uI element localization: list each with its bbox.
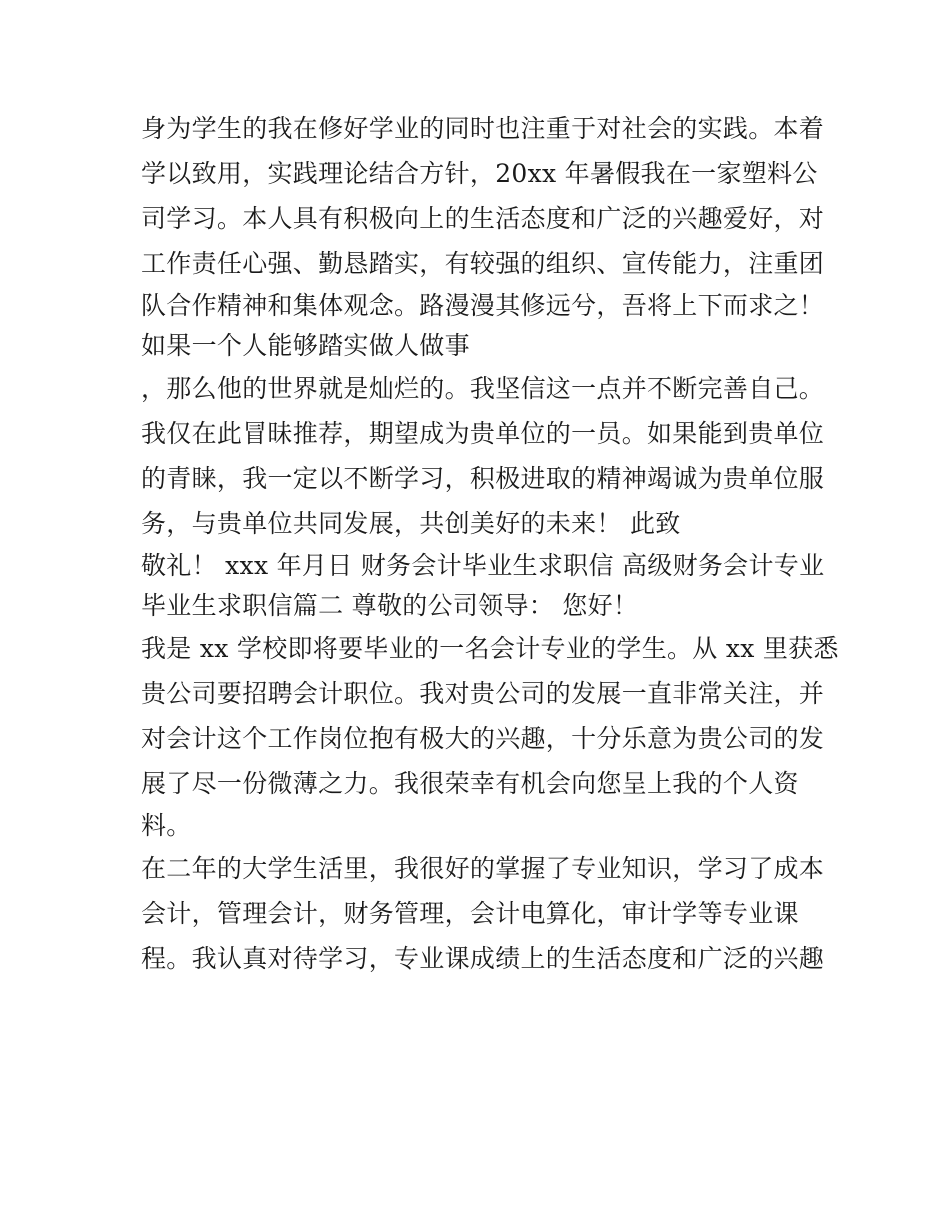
text-line: 司学习。本人具有积极向上的生活态度和广泛的兴趣爱好，对 <box>141 204 825 233</box>
text-line: 毕业生求职信篇二 尊敬的公司领导： 您好！ <box>141 591 639 620</box>
text-line: 料。 <box>141 811 192 840</box>
text-line: 身为学生的我在修好学业的同时也注重于对社会的实践。本着 <box>141 114 825 143</box>
text-line: 敬礼！ xxx 年月日 财务会计毕业生求职信 高级财务会计专业 <box>141 551 825 580</box>
document-body <box>141 106 839 981</box>
text-line: 程。我认真对待学习，专业课成绩上的生活态度和广泛的兴趣 <box>141 944 825 973</box>
text-line: 学以致用，实践理论结合方针，20xx 年暑假我在一家塑料公 <box>141 159 818 188</box>
text-line: 的青睐，我一定以不断学习，积极进取的精神竭诚为贵单位服 <box>141 464 825 493</box>
text-line: 队合作精神和集体观念。路漫漫其修远兮，吾将上下而求之！ <box>141 291 825 320</box>
text-line: 我仅在此冒昧推荐，期望成为贵单位的一员。如果能到贵单位 <box>141 419 825 448</box>
text-line: 展了尽一份微薄之力。我很荣幸有机会向您呈上我的个人资 <box>141 769 799 798</box>
text-line: 务，与贵单位共同发展，共创美好的未来！ 此致 <box>141 509 681 538</box>
text-line: 工作责任心强、勤恳踏实，有较强的组织、宣传能力，注重团 <box>141 249 825 278</box>
text-line: ，那么他的世界就是灿烂的。我坚信这一点并不断完善自己。 <box>141 374 825 403</box>
text-line: 在二年的大学生活里，我很好的掌握了专业知识，学习了成本 <box>141 854 825 883</box>
text-line: 会计，管理会计，财务管理，会计电算化，审计学等专业课 <box>141 899 799 928</box>
text-line: 如果一个人能够踏实做人做事 <box>141 331 470 360</box>
text-line: 贵公司要招聘会计职位。我对贵公司的发展一直非常关注，并 <box>141 679 825 708</box>
text-line: 对会计这个工作岗位抱有极大的兴趣，十分乐意为贵公司的发 <box>141 724 825 753</box>
text-line: 我是 xx 学校即将要毕业的一名会计专业的学生。从 xx 里获悉 <box>141 634 839 663</box>
